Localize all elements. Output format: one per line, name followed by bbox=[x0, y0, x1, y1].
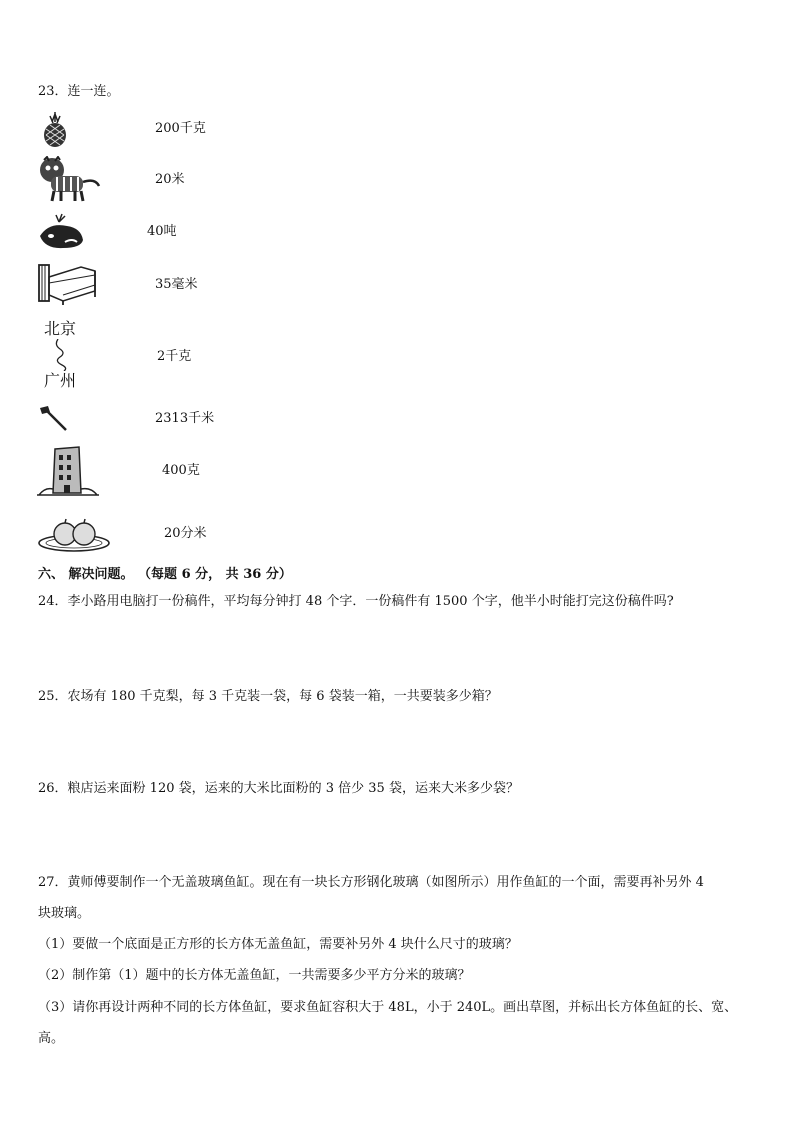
pineapple-icon bbox=[38, 112, 72, 148]
label-20m: 20米 bbox=[155, 172, 185, 187]
label-400g: 400克 bbox=[162, 463, 200, 478]
bed-icon bbox=[37, 261, 97, 305]
label-20dm: 20分米 bbox=[164, 526, 207, 541]
q27-line2: 块玻璃。 bbox=[38, 906, 91, 921]
q27-line1: 27．黄师傅要制作一个无盖玻璃鱼缸。现在有一块长方形钢化玻璃（如图所示）用作鱼缸的一个面，需要再补另外 4 bbox=[38, 875, 704, 890]
label-200kg: 200千克 bbox=[155, 121, 206, 136]
map-label-guangzhou: 广州 bbox=[44, 371, 77, 390]
q27-sub3-line1: （3）请你再设计两种不同的长方体鱼缸，要求鱼缸容积大于 48L，小于 240L。画出草图，并标出长方体鱼缸的长、宽、 bbox=[38, 1000, 738, 1015]
q23-title: 23．连一连。 bbox=[38, 84, 120, 99]
q27-sub3-line2: 高。 bbox=[38, 1031, 65, 1046]
apple-plate-icon bbox=[37, 513, 111, 553]
q26-text: 26．粮店运来面粉 120 袋，运来的大米比面粉的 3 倍少 35 袋，运来大米多少袋？ bbox=[38, 781, 519, 796]
building-icon bbox=[37, 443, 99, 497]
label-2313km: 2313千米 bbox=[155, 411, 215, 426]
whale-icon bbox=[37, 212, 87, 252]
q25-text: 25．农场有 180 千克梨，每 3 千克装一袋，每 6 袋装一箱，一共要装多少箱？ bbox=[38, 689, 498, 704]
label-40t: 40吨 bbox=[147, 224, 177, 239]
nail-icon bbox=[38, 404, 70, 434]
section-6-heading: 六、 解决问题。 （每题 6 分， 共 36 分） bbox=[38, 567, 292, 582]
q27-sub2: （2）制作第（1）题中的长方体无盖鱼缸，一共需要多少平方分米的玻璃？ bbox=[38, 968, 471, 983]
q24-text: 24．李小路用电脑打一份稿件，平均每分钟打 48 个字．一份稿件有 1500 个字，他半小时能打完这份稿件吗? bbox=[38, 594, 674, 609]
label-35mm: 35毫米 bbox=[155, 277, 198, 292]
route-line-icon bbox=[52, 339, 72, 371]
tiger-icon bbox=[37, 156, 103, 202]
label-2kg: 2千克 bbox=[157, 349, 192, 364]
q27-sub1: （1）要做一个底面是正方形的长方体无盖鱼缸，需要补另外 4 块什么尺寸的玻璃？ bbox=[38, 937, 518, 952]
map-label-beijing: 北京 bbox=[44, 319, 77, 338]
